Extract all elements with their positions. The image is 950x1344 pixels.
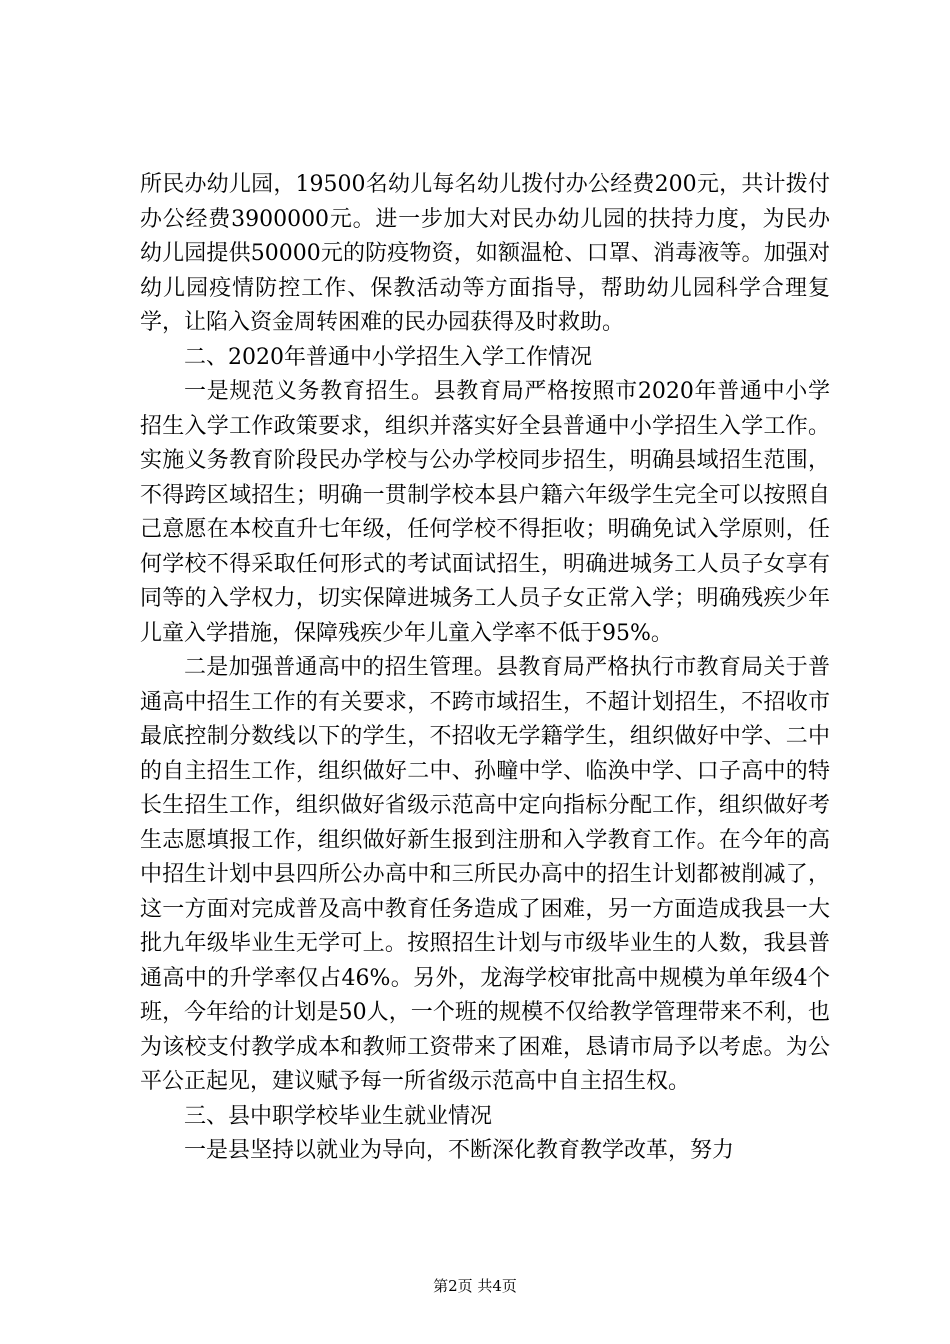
paragraph-compulsory-enrollment: 一是规范义务教育招生。县教育局严格按照市2020年普通中小学招生入学工作政策要求，组织并落实好全县普通中小学招生入学工作。实施义务教育阶段民办学校与公办学校同步招生，明确县域招生范围，不得跨区域招生；明确一贯制学校本县户籍六年级学生完全可以按照自己意愿在本校直升七年级，任何学校不得拒收；明确免试入学原则，任何学校不得采取任何形式的考试面试招生，明确进城务工人员子女享有同等的入学权力，切实保障进城务工人员子女正常入学；明确残疾少年儿童入学措施，保障残疾少年儿童入学率不低于95%。 <box>140 379 830 646</box>
section-heading-2: 二、2020年普通中小学招生入学工作情况 <box>184 344 592 370</box>
section-heading-3: 三、县中职学校毕业生就业情况 <box>184 1103 493 1129</box>
paragraph-high-school-enrollment: 二是加强普通高中的招生管理。县教育局严格执行市教育局关于普通高中招生工作的有关要求，不跨市域招生，不超计划招生，不招收市最底控制分数线以下的学生，不招收无学籍学生，组织做好中学、二中的自主招生工作，组织做好二中、孙疃中学、临涣中学、口子高中的特长生招生工作，组织做好省级示范高中定向指标分配工作，组织做好考生志愿填报工作，组织做好新生报到注册和入学教育工作。在今年的高中招生计划中县四所公办高中和三所民办高中的招生计划都被削减了，这一方面对完成普及高中教育任务造成了困难，另一方面造成我县一大批九年级毕业生无学可上。按照招生计划与市级毕业生的人数，我县普通高中的升学率仅占46%。另外，龙海学校审批高中规模为单年级4个班，今年给的计划是50人，一个班的规模不仅给教学管理带来不利，也为该校支付教学成本和教师工资带来了困难，恳请市局予以考虑。为公平公正起见，建议赋予每一所省级示范高中自主招生权。 <box>140 655 830 1094</box>
document-body <box>140 168 830 1169</box>
paragraph-vocational-employment: 一是县坚持以就业为导向，不断深化教育教学改革，努力 <box>184 1138 735 1163</box>
page-number-footer: 第2页 共4页 <box>433 1277 517 1295</box>
paragraph-continuation: 所民办幼儿园，19500名幼儿每名幼儿拨付办公经费200元，共计拨付办公经费3900000元。进一步加大对民办幼儿园的扶持力度，为民办幼儿园提供50000元的防疫物资，如额温枪、口罩、消毒液等。加强对幼儿园疫情防控工作、保教活动等方面指导，帮助幼儿园科学合理复学，让陷入资金周转困难的民办园获得及时救助。 <box>140 172 830 335</box>
